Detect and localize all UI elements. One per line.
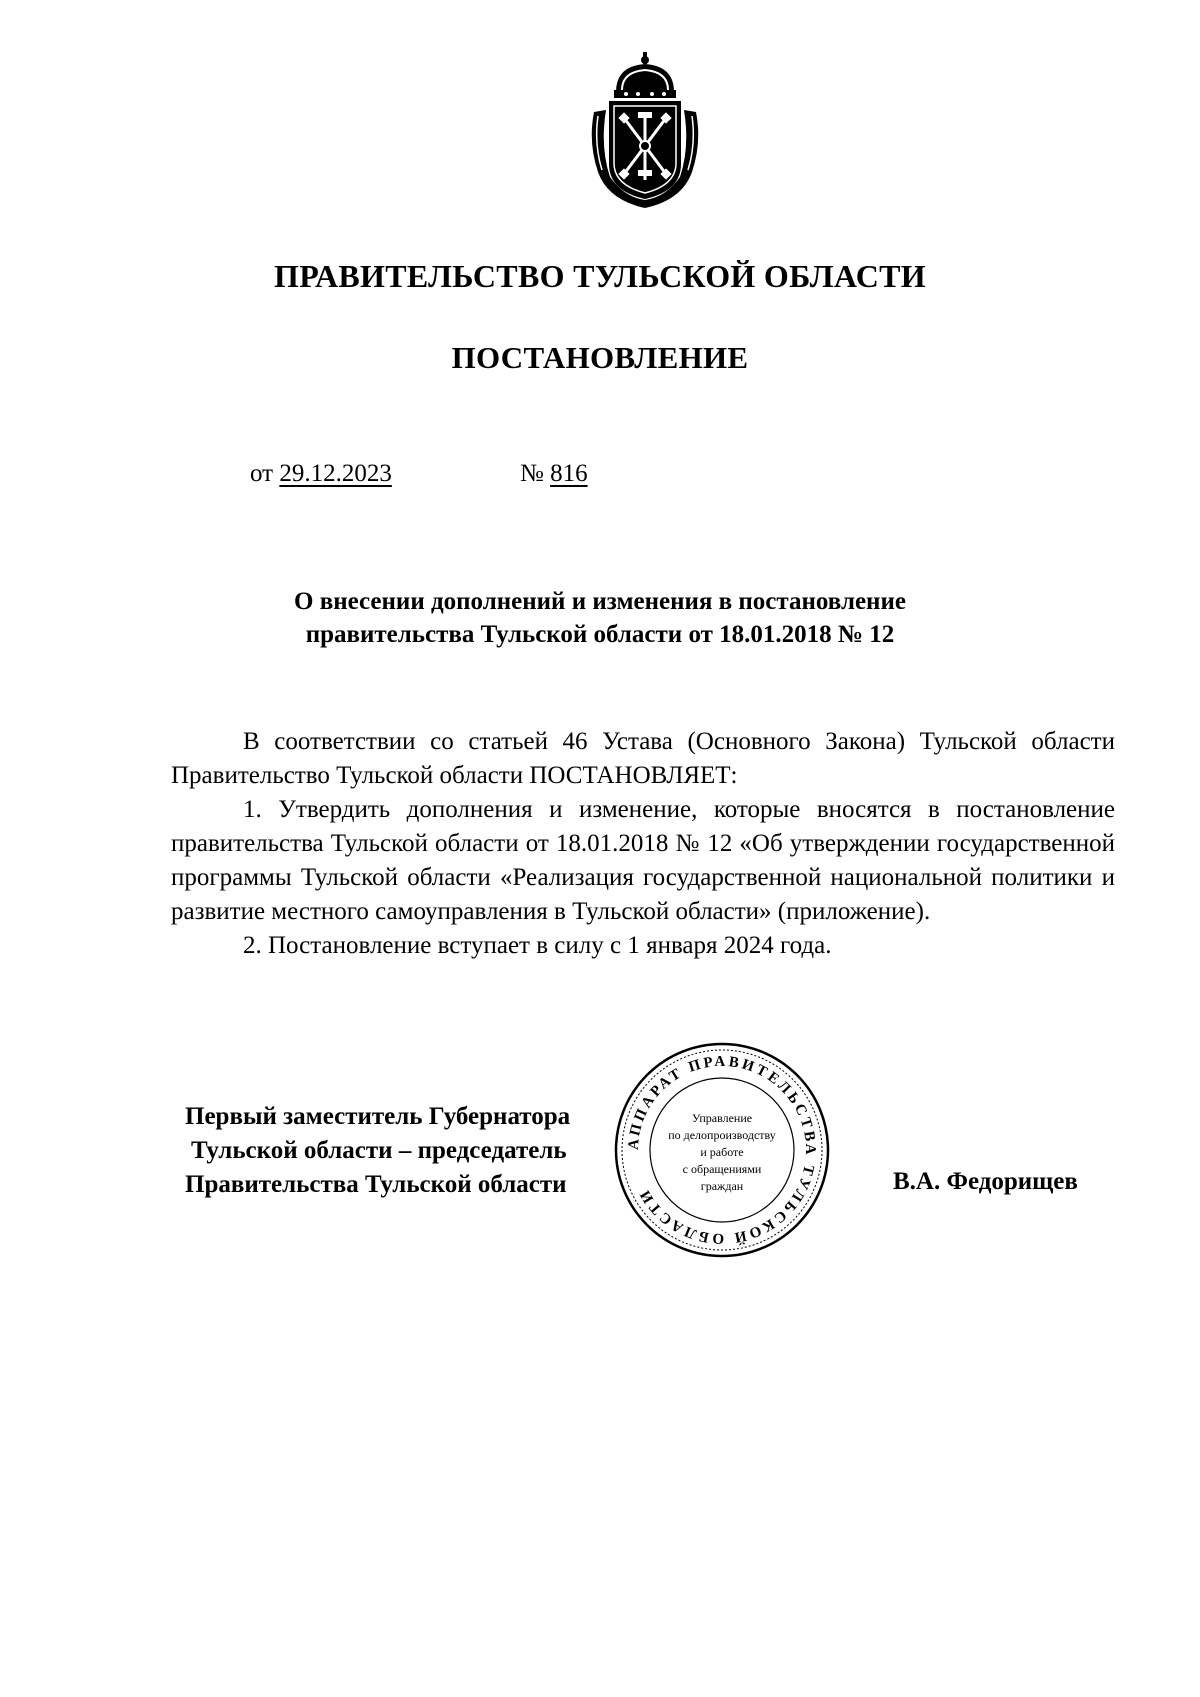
body-paragraph-3: 2. Постановление вступает в силу с 1 января 2024 года. [243, 932, 832, 959]
signatory-title-line-2: Тульской области – председатель [191, 1137, 567, 1164]
stamp-ring-text: АППАРАТ ПРАВИТЕЛЬСТВА ТУЛЬСКОЙ ОБЛАСТИ [625, 1053, 819, 1247]
date-value: 29.12.2023 [279, 460, 392, 487]
document-type-heading: ПОСТАНОВЛЕНИЕ [451, 340, 749, 375]
number-value: 816 [550, 460, 588, 487]
document-date [250, 460, 392, 488]
body-paragraph-1: В соответствии со статьей 46 Устава (Основного Закона) Тульской области Правительство Тульской области ПОСТАНОВЛЯЕТ: [171, 728, 1115, 789]
body-paragraph-2: 1. Утвердить дополнения и изменение, которые вносятся в постановление правительства Тульской области от 18.01.2018 № 12 «Об утверждении государственной программы Тульской области «Реализация государственной национальной политики и развитие местного самоуправления в Тульской области» (приложение). [171, 796, 1115, 925]
stamp-center-line-4: с обращениями [682, 1162, 762, 1176]
document-number [520, 460, 588, 488]
signatory-title-line-1: Первый заместитель Губернатора [185, 1103, 571, 1130]
stamp-center-line-3: и работе [700, 1145, 744, 1159]
stamp-center-line-2: по делопроизводству [668, 1128, 776, 1142]
signatory-name: В.А. Федорищев [893, 1168, 1078, 1195]
subject-line-2: правительства Тульской области от 18.01.2018 № 12 [305, 621, 895, 648]
official-stamp [612, 1040, 832, 1260]
stamp-center-line-1: Управление [691, 1111, 753, 1125]
number-prefix: № [520, 460, 544, 487]
government-title: ПРАВИТЕЛЬСТВО ТУЛЬСКОЙ ОБЛАСТИ [274, 258, 926, 294]
signatory-title [185, 1100, 570, 1202]
stamp-center-line-5: граждан [700, 1179, 744, 1193]
signatory-title-line-3: Правительства Тульской области [185, 1171, 567, 1198]
date-prefix: от [250, 460, 274, 487]
document-body [171, 725, 1115, 963]
document-subject [160, 585, 1040, 651]
subject-line-1: О внесении дополнений и изменения в постановление [294, 588, 906, 615]
tula-coat-of-arms-icon [586, 52, 704, 212]
